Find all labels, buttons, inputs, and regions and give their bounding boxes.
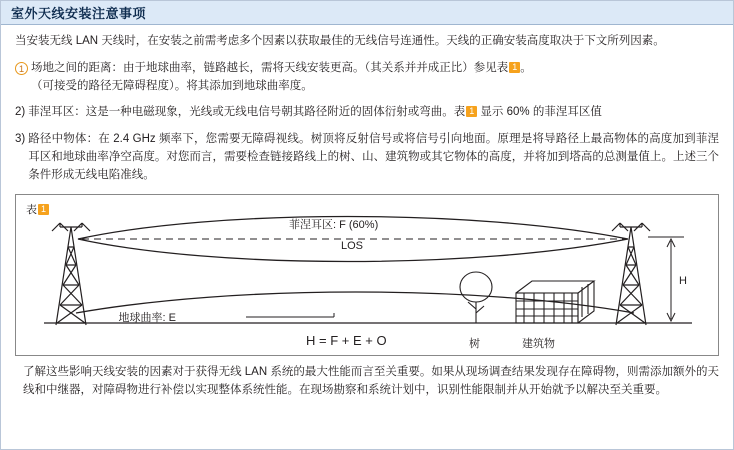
fresnel-zone-label: 菲涅耳区: F (60%)	[289, 218, 379, 231]
earth-curvature-label: 地球曲率: E	[118, 311, 176, 324]
list-item-note: （可接受的路径无障碍程度）。将其添加到地球曲率度。	[31, 79, 313, 92]
list-item-body	[28, 104, 719, 122]
list-item-text: 场地之间的距离：由于地球曲率，链路越长，需将天线安装更高。（其关系并并成正比）参见表	[31, 61, 509, 74]
footer-paragraph: 了解这些影响天线安装的因素对于获得无线 LAN 系统的最大性能而言至关重要。如果从现场调查结果发现存在障碍物，则需添加额外的天线和中继器，对障碍物进行补偿以实现整体系统性能。在现场勘察和系统计划中，识别性能限制并从开始就予以解决至关重要。	[23, 365, 719, 396]
figure-caption-number-badge: 1	[37, 204, 49, 216]
list-item-body: 路径中物体：在 2.4 GHz 频率下，您需要无障碍视线。树顶将反射信号或将信号引向地面。原理是将导路径上最高物体的高度加到菲涅耳区和地球曲率净空高度。对您而言，需要检查链接路线上的树、山、建筑物或其它物体的高度，并将加到塔高的总测量值上。上述三个条件形成无线电陷准线。	[28, 133, 719, 181]
list-item	[15, 131, 719, 184]
document-body	[1, 25, 733, 185]
height-label: H	[679, 274, 687, 287]
list-item-text: 菲涅耳区：这是一种电磁现象，光线或无线电信号朝其路径附近的固体衍射或弯曲。表	[28, 106, 466, 119]
formula-label: H = F + E + O	[306, 332, 387, 348]
tree-label: 树	[469, 337, 480, 350]
list-item-text-tail: 。	[520, 61, 532, 74]
list-item-body	[31, 60, 719, 96]
page-title: 室外天线安装注意事项	[11, 6, 147, 21]
table-reference: 1	[465, 104, 477, 122]
los-label: LOS	[341, 239, 364, 252]
intro-paragraph: 当安装无线 LAN 天线时，在安装之前需考虑多个因素以获取最佳的无线信号连通性。天线的正确安装高度取决于下文所列因素。	[15, 35, 665, 47]
link-profile-figure	[15, 194, 719, 356]
building-label: 建筑物	[522, 337, 555, 350]
figure-drawing	[16, 195, 720, 353]
earth-curvature-arc	[76, 292, 634, 313]
table-reference: 1	[508, 60, 520, 78]
list-marker: 3)	[15, 133, 26, 146]
tree-icon	[460, 272, 492, 323]
list-item-text-tail: 显示 60% 的菲涅耳区值	[477, 106, 602, 119]
list-marker: 2)	[15, 106, 26, 119]
list-marker-circle: 1	[15, 60, 31, 96]
list-item	[15, 60, 719, 96]
list-item	[15, 104, 719, 122]
page-title-bar	[1, 1, 733, 25]
figure-caption-label: 表	[26, 203, 37, 216]
